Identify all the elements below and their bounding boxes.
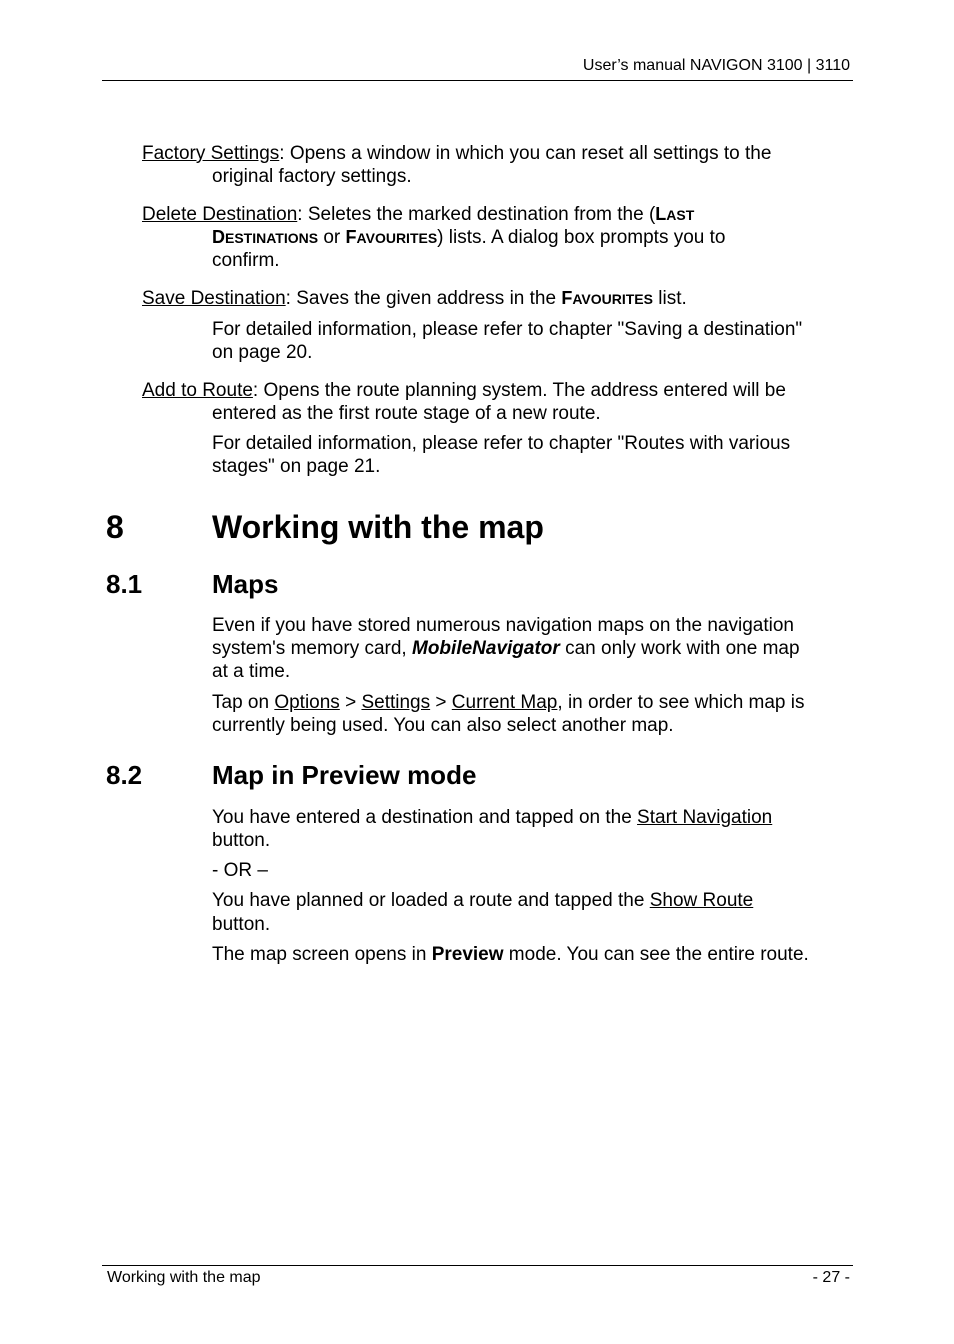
maps-paragraph1-line1: Even if you have stored numerous navigation maps on the navigation (212, 615, 794, 636)
maps-paragraph1-line2: system's memory card, MobileNavigator can only work with one map (212, 638, 800, 659)
section-8-2-number: 8.2 (106, 760, 143, 790)
header-rule (102, 80, 853, 81)
section-8-1-title: Maps (212, 569, 279, 599)
preview-or: - OR – (212, 860, 268, 881)
chapter-number: 8 (106, 509, 124, 545)
running-header: User’s manual NAVIGON 3100 | 3110 (582, 57, 850, 74)
maps-paragraph2-line2: currently being used. You can also select another map. (212, 715, 674, 736)
footer-rule (102, 1265, 853, 1266)
preview-paragraph1-line2: button. (212, 830, 271, 851)
page-number: - 27 - (812, 1269, 850, 1286)
product-name: MobileNavigator (412, 638, 560, 659)
save-destination-note1: For detailed information, please refer to chapter "Saving a destination" (212, 319, 803, 340)
add-to-route-note1: For detailed information, please refer to chapter "Routes with various (212, 433, 791, 454)
start-navigation-ref: Start Navigation (637, 807, 773, 828)
add-to-route-note2: stages" on page 21. (212, 456, 381, 477)
show-route-ref: Show Route (649, 890, 754, 911)
add-to-route-term: Add to Route (142, 380, 253, 401)
chapter-title: Working with the map (212, 509, 544, 545)
save-destination-note2: on page 20. (212, 342, 313, 363)
footer-section-title: Working with the map (107, 1269, 261, 1286)
add-to-route-line2: entered as the first route stage of a new route. (212, 403, 601, 424)
delete-destination-line3: confirm. (212, 250, 280, 271)
settings-ref: Settings (361, 692, 431, 713)
section-8-1-number: 8.1 (106, 569, 143, 599)
options-ref: Options (274, 692, 340, 713)
current-map-ref: Current Map (451, 692, 558, 713)
save-destination-line1: Save Destination: Saves the given address in the FAVOURITES list. (142, 288, 687, 309)
delete-destination-term: Delete Destination (142, 204, 298, 225)
maps-paragraph1-line3: at a time. (212, 661, 291, 682)
maps-paragraph2-line1: Tap on Options > Settings > Current Map, in order to see which map is (212, 692, 805, 713)
factory-settings-line1: Factory Settings: Opens a window in which you can reset all settings to the (142, 143, 772, 164)
delete-destination-line2: DESTINATIONS or FAVOURITES) lists. A dialog box prompts you to (212, 227, 726, 248)
section-8-2-title: Map in Preview mode (212, 760, 477, 790)
factory-settings-line2: original factory settings. (212, 166, 412, 187)
preview-paragraph3: The map screen opens in Preview mode. You can see the entire route. (212, 944, 809, 965)
factory-settings-term: Factory Settings (142, 143, 280, 164)
delete-destination-line1: Delete Destination: Seletes the marked destination from the (LAST (142, 204, 695, 225)
save-destination-term: Save Destination (142, 288, 286, 309)
preview-paragraph2-line1: You have planned or loaded a route and tapped the Show Route (212, 890, 754, 911)
add-to-route-line1: Add to Route: Opens the route planning system. The address entered will be (142, 380, 786, 401)
preview-paragraph1-line1: You have entered a destination and tapped on the Start Navigation (212, 807, 773, 828)
preview-paragraph2-line2: button. (212, 914, 271, 935)
